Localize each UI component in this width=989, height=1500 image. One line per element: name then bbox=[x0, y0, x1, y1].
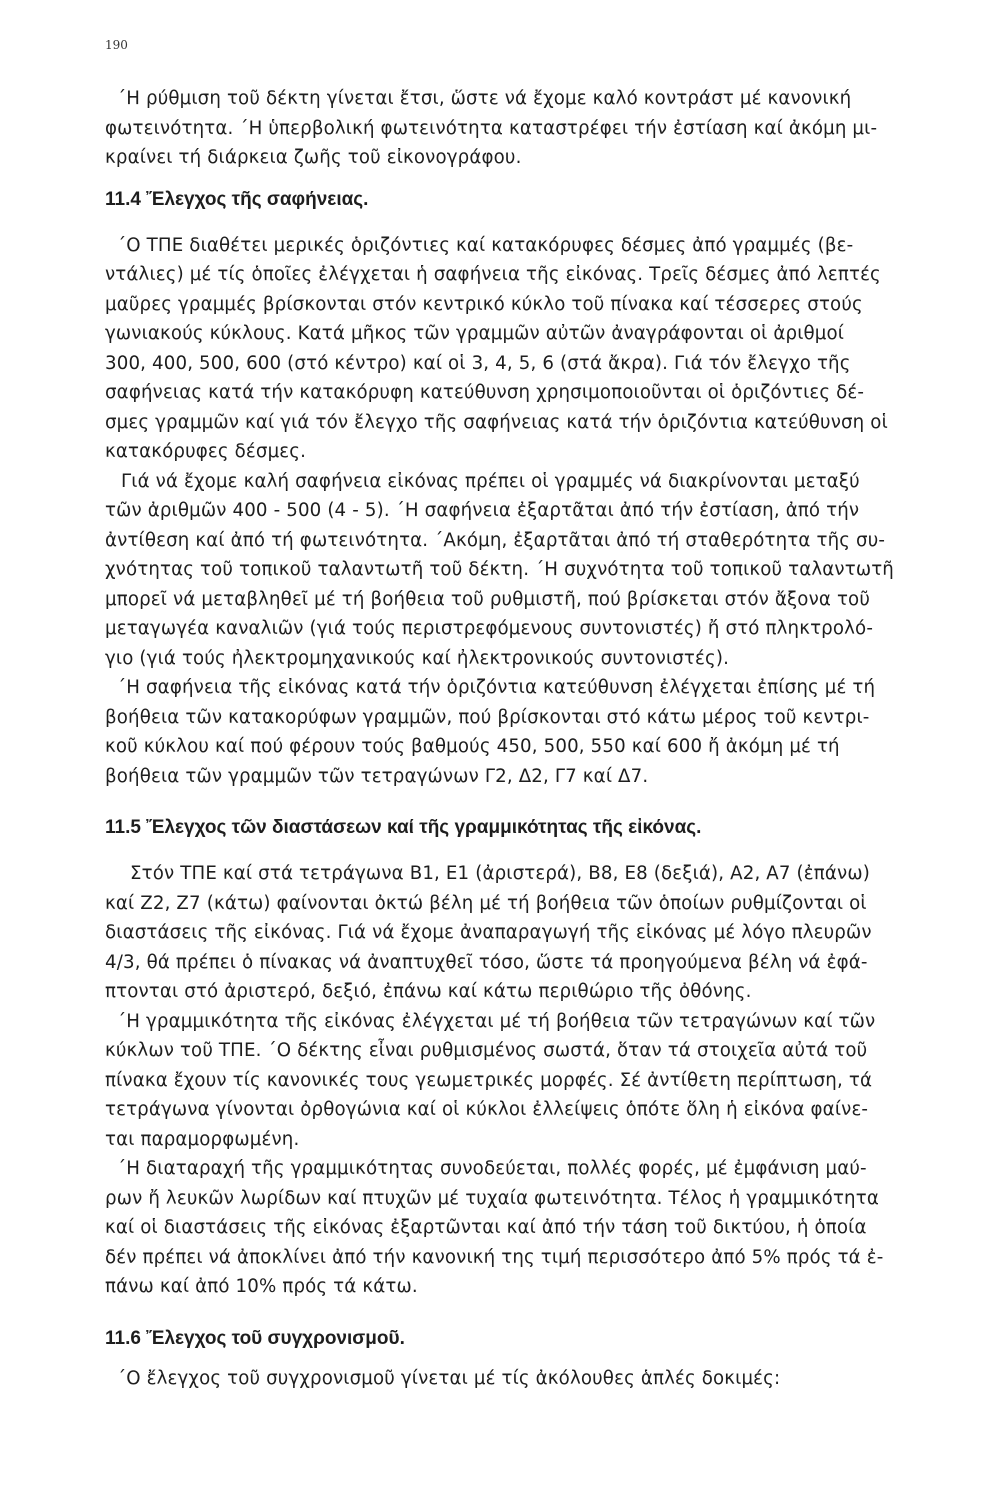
paragraph bbox=[105, 1154, 935, 1302]
text-line: σμες γραμμῶν καί γιά τόν ἔλεγχο τῆς σαφήνειας κατά τήν ὁριζόντια κατεύθυνση οἱ bbox=[105, 411, 888, 433]
text-line: ἀντίθεση καί ἀπό τή φωτεινότητα. ΄Ακόμη, ἐξαρτᾶται ἀπό τή σταθερότητα τῆς συ- bbox=[105, 529, 886, 551]
text-line: ΄Η γραμμικότητα τῆς εἰκόνας ἐλέγχεται μέ τή βοήθεια τῶν τετραγώνων καί τῶν bbox=[117, 1010, 876, 1032]
section-heading-11-5: 11.5 Ἔλεγχος τῶν διαστάσεων καί τῆς γραμμικότητας τῆς εἰκόνας. bbox=[105, 817, 702, 838]
paragraph bbox=[105, 673, 935, 791]
text-line: πτονται στό ἀριστερό, δεξιό, ἐπάνω καί κάτω περιθώριο τῆς ὀθόνης. bbox=[105, 981, 752, 1002]
text-line: καί οἱ διαστάσεις τῆς εἰκόνας ἐξαρτῶνται καί ἀπό τήν τάση τοῦ δικτύου, ἡ ὁποία bbox=[105, 1217, 867, 1238]
text-line: Στόν ΤΠΕ καί στά τετράγωνα Β1, Ε1 (ἀριστερά), Β8, Ε8 (δεξιά), Α2, Α7 (ἐπάνω) bbox=[130, 863, 870, 884]
text-line: ΄Ο ΤΠΕ διαθέτει μερικές ὁριζόντιες καί κατακόρυφες δέσμες ἀπό γραμμές (βε- bbox=[117, 234, 854, 256]
text-line: χνότητας τοῦ τοπικοῦ ταλαντωτῆ τοῦ δέκτη. ΄Η συχνότητα τοῦ τοπικοῦ ταλαντωτῆ bbox=[105, 559, 894, 580]
text-line: διαστάσεις τῆς εἰκόνας. Γιά νά ἔχομε ἀναπαραγωγή τῆς εἰκόνας μέ λόγο πλευρῶν bbox=[105, 922, 872, 943]
text-line: καί Ζ2, Ζ7 (κάτω) φαίνονται ὀκτώ βέλη μέ τή βοήθεια τῶν ὁποίων ρυθμίζονται οἱ bbox=[105, 892, 867, 914]
text-line: μαῦρες γραμμές βρίσκονται στόν κεντρικό κύκλο τοῦ πίνακα καί τέσσερες στούς bbox=[105, 293, 863, 315]
intro-paragraph bbox=[105, 84, 935, 173]
paragraph bbox=[105, 1007, 935, 1155]
paragraph bbox=[105, 467, 935, 674]
text-line: ΄Η διαταραχή τῆς γραμμικότητας συνοδεύεται, πολλές φορές, μέ ἐμφάνιση μαύ- bbox=[117, 1158, 867, 1179]
text-line: δέν πρέπει νά ἀποκλίνει ἀπό τήν κανονική της τιμή περισσότερο ἀπό 5% πρός τά ἐ- bbox=[105, 1246, 884, 1268]
section-heading-11-6: 11.6 Ἔλεγχος τοῦ συγχρονισμοῦ. bbox=[105, 1327, 405, 1349]
text-line: φωτεινότητα. ΄Η ὑπερβολική φωτεινότητα καταστρέφει τήν ἐστίαση καί ἀκόμη μι- bbox=[105, 117, 878, 139]
text-line: τῶν ἀριθμῶν 400 - 500 (4 - 5). ΄Η σαφήνεια ἐξαρτᾶται ἀπό τήν ἐστίαση, ἀπό τήν bbox=[105, 500, 860, 521]
text-line: ται παραμορφωμένη. bbox=[105, 1128, 300, 1150]
text-line: κοῦ κύκλου καί πού φέρουν τούς βαθμούς 450, 500, 550 καί 600 ἤ ἀκόμη μέ τή bbox=[105, 736, 840, 757]
paragraph bbox=[105, 231, 935, 467]
paragraph bbox=[105, 1364, 935, 1394]
text-line: βοήθεια τῶν κατακορύφων γραμμῶν, πού βρίσκονται στό κάτω μέρος τοῦ κεντρι- bbox=[105, 706, 870, 728]
text-line: ΄Ο ἔλεγχος τοῦ συγχρονισμοῦ γίνεται μέ τίς ἀκόλουθες ἁπλές δοκιμές: bbox=[117, 1367, 781, 1389]
text-line: μεταγωγέα καναλιῶν (γιά τούς περιστρεφόμενους συντονιστές) ἤ στό πληκτρολό- bbox=[105, 618, 874, 639]
page-number: 190 bbox=[105, 38, 128, 52]
text-line: κραίνει τή διάρκεια ζωῆς τοῦ εἰκονογράφου. bbox=[105, 147, 522, 168]
text-line: κύκλων τοῦ ΤΠΕ. ΄Ο δέκτης εἶναι ρυθμισμένος σωστά, ὅταν τά στοιχεῖα αὐτά τοῦ bbox=[105, 1040, 868, 1061]
paragraph bbox=[105, 859, 935, 1007]
text-line: 4/3, θά πρέπει ὁ πίνακας νά ἀναπτυχθεῖ τόσο, ὥστε τά προηγούμενα βέλη νά ἐφά- bbox=[105, 951, 868, 973]
text-line: ΄Η σαφήνεια τῆς εἰκόνας κατά τήν ὁριζόντια κατεύθυνση ἐλέγχεται ἐπίσης μέ τή bbox=[117, 677, 876, 698]
text-line: ΄Η ρύθμιση τοῦ δέκτη γίνεται ἔτσι, ὥστε νά ἔχομε καλό κοντράστ μέ κανονική bbox=[117, 88, 852, 109]
text-line: ντάλιες) μέ τίς ὁποῖες ἐλέγχεται ἡ σαφήνεια τῆς εἰκόνας. Τρεῖς δέσμες ἀπό λεπτές bbox=[105, 264, 881, 285]
text-line: ρων ἤ λευκῶν λωρίδων καί πτυχῶν μέ τυχαία φωτεινότητα. Τέλος ἡ γραμμικότητα bbox=[105, 1187, 879, 1209]
text-line: τετράγωνα γίνονται ὀρθογώνια καί οἱ κύκλοι ἐλλείψεις ὁπότε ὅλη ἡ εἰκόνα φαίνε- bbox=[105, 1099, 869, 1120]
text-line: 300, 400, 500, 600 (στό κέντρο) καί οἱ 3, 4, 5, 6 (στά ἄκρα). Γιά τόν ἔλεγχο τῆς bbox=[105, 352, 851, 374]
text-line: Γιά νά ἔχομε καλή σαφήνεια εἰκόνας πρέπει οἱ γραμμές νά διακρίνονται μεταξύ bbox=[121, 470, 860, 492]
text-line: βοήθεια τῶν γραμμῶν τῶν τετραγώνων Γ2, Δ2, Γ7 καί Δ7. bbox=[105, 765, 649, 787]
text-line: κατακόρυφες δέσμες. bbox=[105, 441, 307, 462]
text-line: γιο (γιά τούς ἠλεκτρομηχανικούς καί ἠλεκτρονικούς συντονιστές). bbox=[105, 647, 730, 669]
text-line: σαφήνειας κατά τήν κατακόρυφη κατεύθυνση χρησιμοποιοῦνται οἱ ὁριζόντιες δέ- bbox=[105, 382, 865, 403]
text-line: γωνιακούς κύκλους. Κατά μῆκος τῶν γραμμῶν αὐτῶν ἀναγράφονται οἱ ἀριθμοί bbox=[105, 323, 845, 344]
section-heading-11-4: 11.4 Ἔλεγχος τῆς σαφήνειας. bbox=[105, 188, 369, 210]
text-line: πίνακα ἔχουν τίς κανονικές τους γεωμετρικές μορφές. Σέ ἀντίθετη περίπτωση, τά bbox=[105, 1069, 873, 1091]
text-line: πάνω καί ἀπό 10% πρός τά κάτω. bbox=[105, 1276, 418, 1297]
text-line: μπορεῖ νά μεταβληθεῖ μέ τή βοήθεια τοῦ ρυθμιστῆ, πού βρίσκεται στόν ἄξονα τοῦ bbox=[105, 588, 870, 610]
page-body bbox=[105, 84, 935, 1393]
